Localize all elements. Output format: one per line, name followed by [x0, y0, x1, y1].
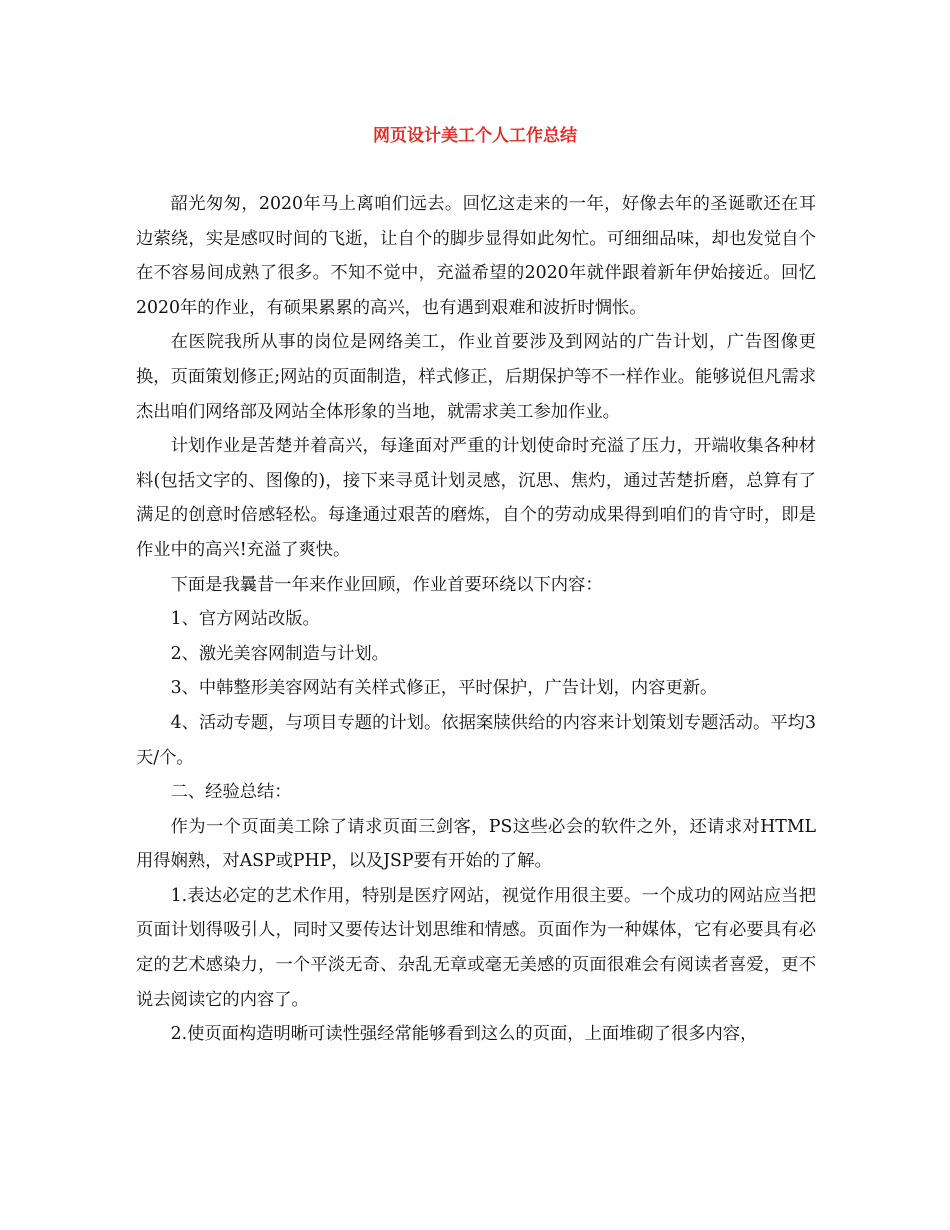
list-item: 1、官方网站改版。 [170, 609, 320, 630]
paragraph: 下面是我曩昔一年来作业回顾，作业首要环绕以下内容： [170, 574, 603, 595]
document-body [136, 187, 816, 1052]
paragraph: 在医院我所从事的岗位是网络美工，作业首要涉及到网站的广告计划，广告图像更换，页面策划修正;网站的页面制造，样式修正，后期保护等不一样作业。能够说但凡需求杰出咱们网络部及网站全体形象的当地，就需求美工参加作业。 [136, 332, 816, 422]
paragraph: 1.表达必定的艺术作用，特别是医疗网站，视觉作用很主要。一个成功的网站应当把页面计划得吸引人，同时又要传达计划思维和情感。页面作为一种媒体，它有必要具有必定的艺术感染力，一个平淡无奇、杂乱无章或毫无美感的页面很难会有阅读者喜爱，更不说去阅读它的内容了。 [136, 885, 816, 1010]
list-item: 2、激光美容网制造与计划。 [170, 643, 389, 664]
document-title: 网页设计美工个人工作总结 [373, 126, 577, 146]
paragraph: 韶光匆匆，2020年马上离咱们远去。回忆这走来的一年，好像去年的圣诞歌还在耳边萦绕，实是感叹时间的飞逝，让自个的脚步显得如此匆忙。可细细品味，却也发觉自个在不容易间成熟了很多。不知不觉中，充溢希望的2020年就伴跟着新年伊始接近。回忆2020年的作业，有硕果累累的高兴，也有遇到艰难和波折时惆怅。 [136, 194, 816, 318]
paragraph: 计划作业是苦楚并着高兴，每逢面对严重的计划使命时充溢了压力，开端收集各种材料(包括文字的、图像的)，接下来寻觅计划灵感，沉思、焦灼，通过苦楚折磨，总算有了满足的创意时倍感轻松。每逢通过艰苦的磨炼，自个的劳动成果得到咱们的肯守时，即是作业中的高兴!充溢了爽快。 [136, 436, 816, 560]
list-item: 4、活动专题，与项目专题的计划。依据案牍供给的内容来计划策划专题活动。平均3天/个。 [136, 712, 816, 768]
list-item: 3、中韩整形美容网站有关样式修正，平时保护，广告计划，内容更新。 [170, 678, 718, 699]
paragraph: 2.使页面构造明晰可读性强经常能够看到这么的页面，上面堆砌了很多内容， [170, 1024, 758, 1045]
paragraph: 作为一个页面美工除了请求页面三剑客，PS这些必会的软件之外，还请求对HTML用得娴熟，对ASP或PHP，以及JSP要有开始的了解。 [136, 816, 816, 872]
section-heading: 二、经验总结： [170, 782, 292, 803]
